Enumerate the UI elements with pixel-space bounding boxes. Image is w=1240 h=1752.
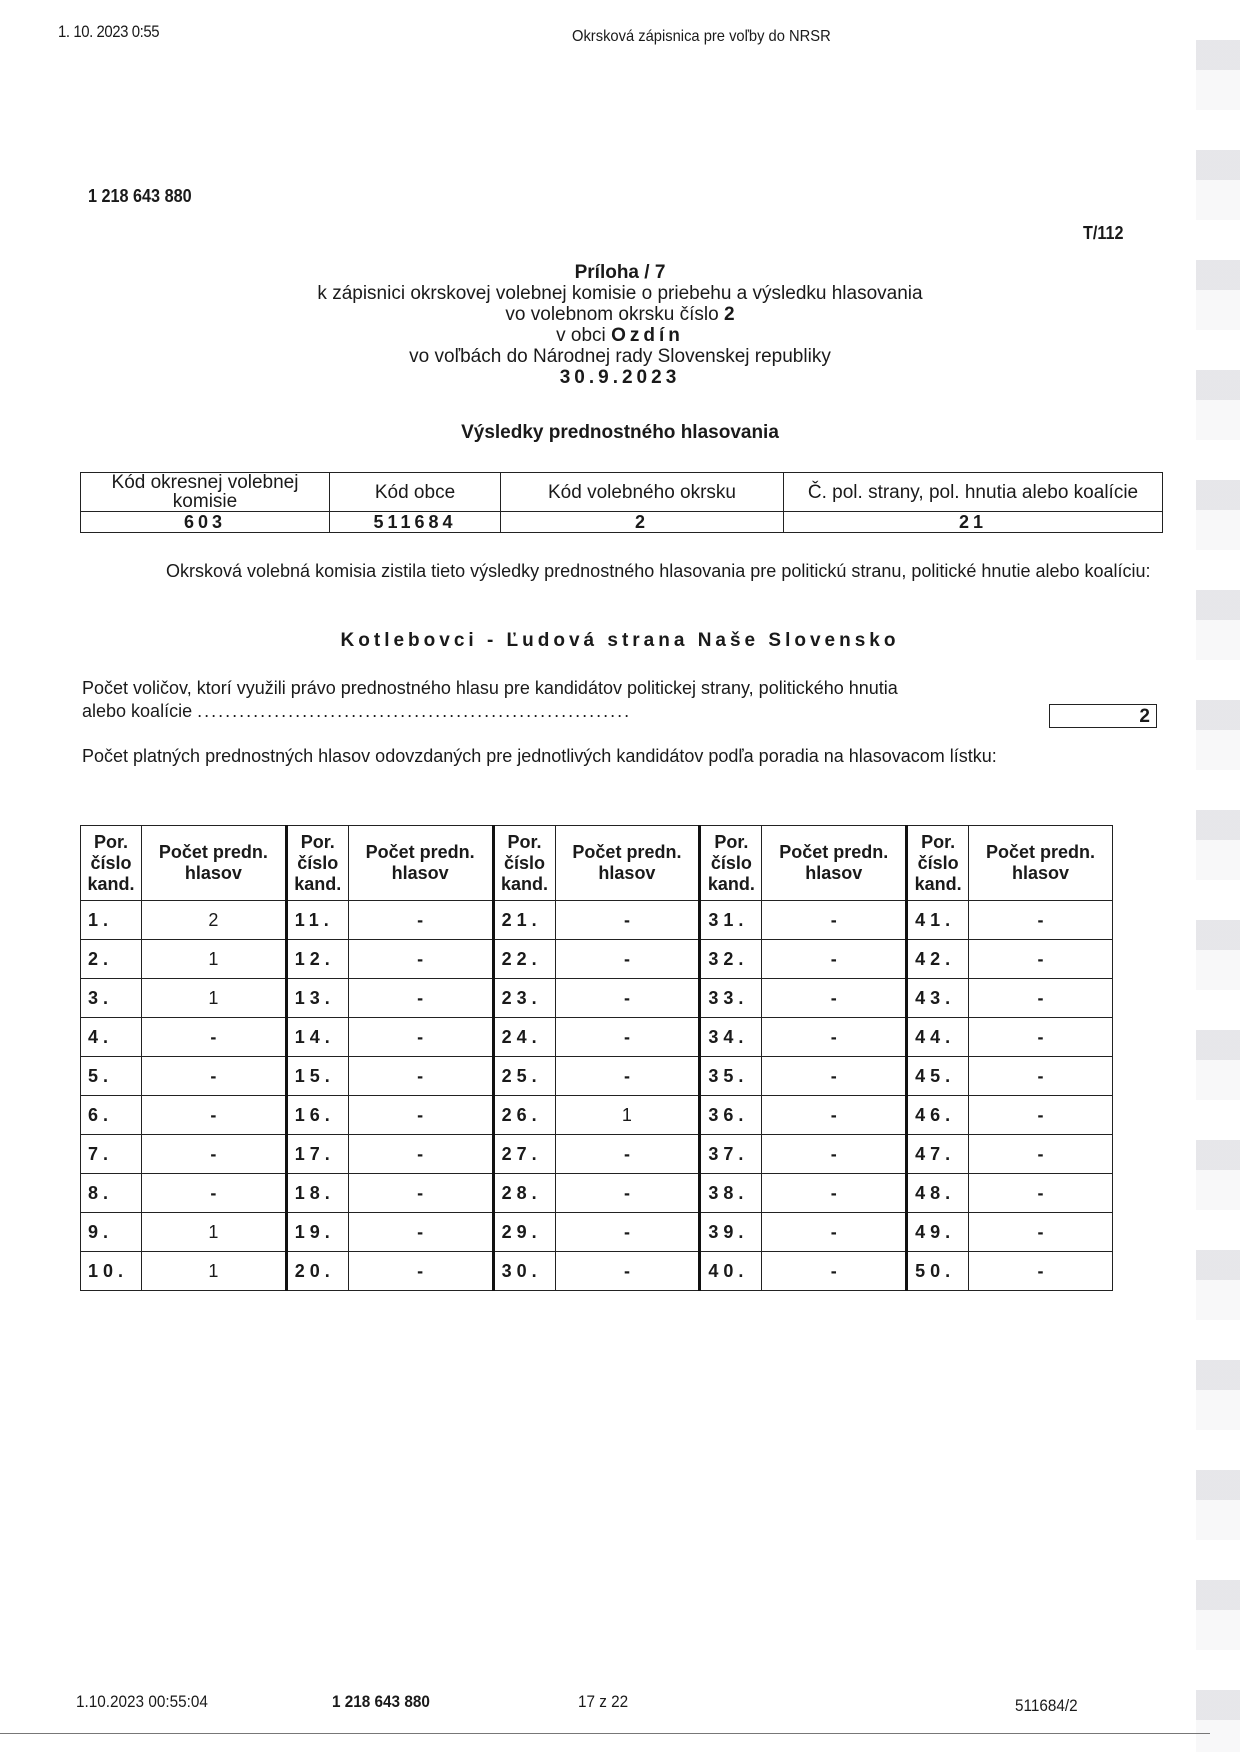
candidate-number: 23. <box>493 979 555 1018</box>
candidate-number: 24. <box>493 1018 555 1057</box>
table-row <box>81 1096 1113 1135</box>
codes-header-party-number: Č. pol. strany, pol. hnutia alebo koalície <box>784 473 1163 512</box>
preferential-votes: - <box>969 1213 1113 1252</box>
preferential-votes: 1 <box>141 940 286 979</box>
preferential-votes: - <box>348 1174 493 1213</box>
candidate-number: 26. <box>493 1096 555 1135</box>
preferential-votes: - <box>555 901 700 940</box>
preferential-votes: 1 <box>141 979 286 1018</box>
candidate-number: 6. <box>81 1096 142 1135</box>
document-id: 1 218 643 880 <box>88 186 192 206</box>
preferential-votes: - <box>348 1135 493 1174</box>
codes-header-district-commission: Kód okresnej volebnej komisie <box>81 473 330 512</box>
table-row <box>81 940 1113 979</box>
preferential-votes: - <box>348 1213 493 1252</box>
preferential-votes: - <box>969 1252 1113 1291</box>
candidate-number: 33. <box>700 979 762 1018</box>
candidate-number: 7. <box>81 1135 142 1174</box>
preferential-votes: - <box>762 1252 907 1291</box>
leader-dots: .............................................................. <box>197 701 632 721</box>
print-header-title: Okrsková zápisnica pre voľby do NRSR <box>572 28 831 45</box>
candidate-number: 36. <box>700 1096 762 1135</box>
header-kand-4: Por. číslo kand. <box>700 826 762 901</box>
preferential-votes: - <box>141 1057 286 1096</box>
preferential-votes: - <box>555 1174 700 1213</box>
candidate-number: 18. <box>286 1174 348 1213</box>
codes-value-district-commission: 603 <box>81 512 330 533</box>
header-kand-5: Por. číslo kand. <box>907 826 969 901</box>
results-header-row <box>81 826 1113 901</box>
heading-line-1: k zápisnici okrskovej volebnej komisie o priebehu a výsledku hlasovania <box>317 283 923 304</box>
candidate-number: 37. <box>700 1135 762 1174</box>
candidate-number: 39. <box>700 1213 762 1252</box>
preferential-votes: - <box>555 1135 700 1174</box>
results-table <box>80 825 1113 1291</box>
preferential-votes: - <box>969 1018 1113 1057</box>
preferential-votes: - <box>969 1057 1113 1096</box>
preferential-votes: - <box>348 940 493 979</box>
preferential-votes: - <box>348 901 493 940</box>
candidate-number: 31. <box>700 901 762 940</box>
preferential-votes: - <box>555 979 700 1018</box>
heading-line-2 <box>0 304 1240 325</box>
preferential-votes: - <box>555 1252 700 1291</box>
candidate-number: 5. <box>81 1057 142 1096</box>
voters-label <box>82 677 1032 723</box>
table-row <box>81 1057 1113 1096</box>
candidate-number: 41. <box>907 901 969 940</box>
candidate-number: 3. <box>81 979 142 1018</box>
candidate-number: 4. <box>81 1018 142 1057</box>
candidate-number: 10. <box>81 1252 142 1291</box>
form-code: T/112 <box>1083 223 1124 243</box>
footer-code: 511684/2 <box>1015 1696 1078 1715</box>
preferential-votes: - <box>348 1057 493 1096</box>
election-date: 30.9.2023 <box>559 367 681 388</box>
preferential-votes: 2 <box>141 901 286 940</box>
preferential-votes: - <box>969 979 1113 1018</box>
header-kand-3: Por. číslo kand. <box>493 826 555 901</box>
candidate-number: 1. <box>81 901 142 940</box>
codes-value-row <box>81 512 1163 533</box>
table-row <box>81 1213 1113 1252</box>
candidate-number: 16. <box>286 1096 348 1135</box>
preferential-votes: - <box>762 979 907 1018</box>
codes-table <box>80 472 1163 533</box>
codes-value-district: 2 <box>501 512 784 533</box>
candidate-number: 9. <box>81 1213 142 1252</box>
codes-header-municipality: Kód obce <box>330 473 501 512</box>
heading-line-3 <box>0 325 1240 346</box>
codes-value-municipality: 511684 <box>330 512 501 533</box>
voters-label-line-2 <box>82 700 1032 723</box>
candidate-number: 46. <box>907 1096 969 1135</box>
footer-rule <box>0 1733 1210 1734</box>
counts-label: Počet platných prednostných hlasov odovzdaných pre jednotlivých kandidátov podľa poradia na hlasovacom lístku: <box>82 746 997 766</box>
candidate-number: 29. <box>493 1213 555 1252</box>
voters-label-text: alebo koalície <box>82 701 193 721</box>
candidate-number: 2. <box>81 940 142 979</box>
candidate-number: 28. <box>493 1174 555 1213</box>
candidate-number: 21. <box>493 901 555 940</box>
preferential-votes: - <box>141 1174 286 1213</box>
candidate-number: 15. <box>286 1057 348 1096</box>
preferential-votes: - <box>141 1018 286 1057</box>
codes-header-row <box>81 473 1163 512</box>
preferential-votes: - <box>762 1174 907 1213</box>
preferential-votes: - <box>762 1213 907 1252</box>
preferential-votes: - <box>969 1135 1113 1174</box>
candidate-number: 42. <box>907 940 969 979</box>
preferential-votes: - <box>762 901 907 940</box>
preferential-votes: - <box>555 1018 700 1057</box>
preferential-votes: - <box>762 1018 907 1057</box>
print-datetime: 1. 10. 2023 0:55 <box>58 22 160 41</box>
candidate-number: 13. <box>286 979 348 1018</box>
table-row <box>81 901 1113 940</box>
municipality-label: v obci <box>556 325 606 346</box>
header-votes-3: Počet predn. hlasov <box>555 826 700 901</box>
candidate-number: 50. <box>907 1252 969 1291</box>
candidate-number: 30. <box>493 1252 555 1291</box>
intro-text: Okrsková volebná komisia zistila tieto výsledky prednostného hlasovania pre politickú stranu, politické hnutie alebo koalíciu: <box>166 561 1151 581</box>
district-number: 2 <box>724 304 735 325</box>
candidate-number: 19. <box>286 1213 348 1252</box>
footer-page-number: 17 z 22 <box>578 1692 629 1711</box>
candidate-number: 8. <box>81 1174 142 1213</box>
candidate-number: 40. <box>700 1252 762 1291</box>
results-body <box>81 901 1113 1291</box>
candidate-number: 11. <box>286 901 348 940</box>
header-votes-1: Počet predn. hlasov <box>141 826 286 901</box>
preferential-votes: - <box>348 1018 493 1057</box>
codes-value-party-number: 21 <box>784 512 1163 533</box>
document-heading <box>0 262 1240 388</box>
candidate-number: 44. <box>907 1018 969 1057</box>
candidate-number: 34. <box>700 1018 762 1057</box>
table-row <box>81 1135 1113 1174</box>
candidate-number: 45. <box>907 1057 969 1096</box>
candidate-number: 48. <box>907 1174 969 1213</box>
table-row <box>81 1252 1113 1291</box>
preferential-votes: - <box>348 1096 493 1135</box>
candidate-number: 17. <box>286 1135 348 1174</box>
preferential-votes: - <box>762 940 907 979</box>
table-row <box>81 979 1113 1018</box>
municipality-name: Ozdín <box>611 325 684 346</box>
preferential-votes: - <box>555 1213 700 1252</box>
preferential-votes: 1 <box>141 1252 286 1291</box>
candidate-number: 47. <box>907 1135 969 1174</box>
preferential-votes: - <box>555 940 700 979</box>
preferential-votes: - <box>348 979 493 1018</box>
footer-datetime: 1.10.2023 00:55:04 <box>76 1692 208 1711</box>
table-row <box>81 1018 1113 1057</box>
preferential-votes: 1 <box>141 1213 286 1252</box>
codes-header-district: Kód volebného okrsku <box>501 473 784 512</box>
preferential-votes: - <box>969 1174 1113 1213</box>
voters-label-line-1: Počet voličov, ktorí využili právo prednostného hlasu pre kandidátov politickej strany, politického hnutia <box>82 678 898 698</box>
party-name: Kotlebovci - Ľudová strana Naše Slovensko <box>340 630 900 651</box>
header-votes-4: Počet predn. hlasov <box>762 826 907 901</box>
preferential-votes: - <box>141 1096 286 1135</box>
preferential-votes: - <box>141 1135 286 1174</box>
header-votes-2: Počet predn. hlasov <box>348 826 493 901</box>
candidate-number: 25. <box>493 1057 555 1096</box>
preferential-votes: - <box>348 1252 493 1291</box>
candidate-number: 27. <box>493 1135 555 1174</box>
candidate-number: 49. <box>907 1213 969 1252</box>
preferential-votes: - <box>969 901 1113 940</box>
candidate-number: 12. <box>286 940 348 979</box>
candidate-number: 38. <box>700 1174 762 1213</box>
candidate-number: 22. <box>493 940 555 979</box>
preferential-votes: - <box>969 940 1113 979</box>
table-row <box>81 1174 1113 1213</box>
preferential-votes: - <box>762 1135 907 1174</box>
candidate-number: 14. <box>286 1018 348 1057</box>
section-title: Výsledky prednostného hlasovania <box>461 422 779 443</box>
preferential-votes: - <box>762 1096 907 1135</box>
district-label: vo volebnom okrsku číslo <box>505 304 719 325</box>
preferential-votes: 1 <box>555 1096 700 1135</box>
footer-document-id: 1 218 643 880 <box>332 1692 430 1711</box>
header-kand-1: Por. číslo kand. <box>81 826 142 901</box>
voters-count-box: 2 <box>1049 704 1157 728</box>
preferential-votes: - <box>555 1057 700 1096</box>
candidate-number: 32. <box>700 940 762 979</box>
header-kand-2: Por. číslo kand. <box>286 826 348 901</box>
header-votes-5: Počet predn. hlasov <box>969 826 1113 901</box>
annex-title: Príloha / 7 <box>574 262 666 283</box>
preferential-votes: - <box>969 1096 1113 1135</box>
candidate-number: 43. <box>907 979 969 1018</box>
heading-line-4: vo voľbách do Národnej rady Slovenskej republiky <box>409 346 831 367</box>
candidate-number: 20. <box>286 1252 348 1291</box>
preferential-votes: - <box>762 1057 907 1096</box>
candidate-number: 35. <box>700 1057 762 1096</box>
